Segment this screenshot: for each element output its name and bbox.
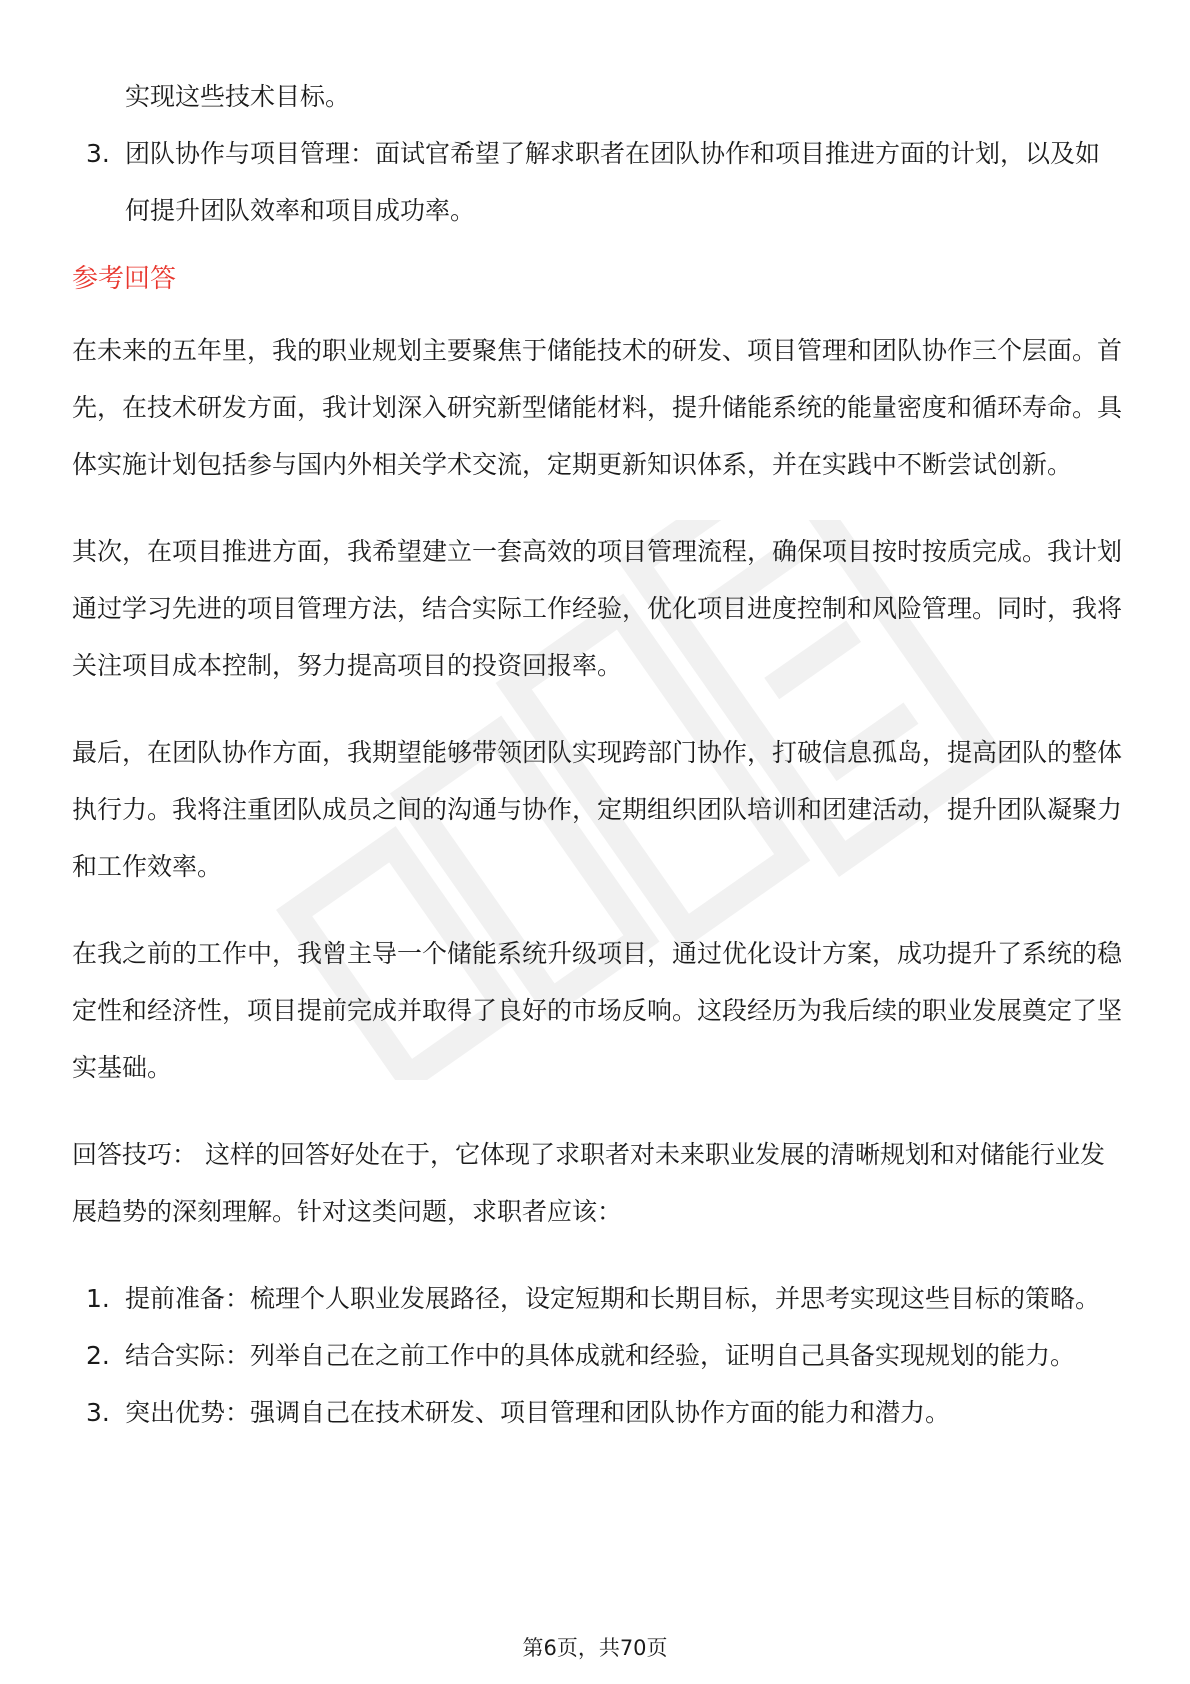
page-footer: 第6页，共70页 [522,1636,668,1660]
continued-line: 实现这些技术目标。 [125,82,351,111]
list-number: 3. [86,139,110,168]
section-title: 参考回答 [72,264,177,294]
paragraph: 在未来的五年里，我的职业规划主要聚焦于储能技术的研发、项目管理和团队协作三个层面。首先，在技术研发方面，我计划深入研究新型储能材料，提升储能系统的能量密度和循环寿命。具体实施计划包括参与国内外相关学术交流，定期更新知识体系，并在实践中不断尝试创新。 [72,336,1123,479]
list-item-text: 突出优势：强调自己在技术研发、项目管理和团队协作方面的能力和潜力。 [125,1398,951,1427]
answer-tips-intro: 回答技巧： 这样的回答好处在于，它体现了求职者对未来职业发展的清晰规划和对储能行业发展趋势的深刻理解。针对这类问题，求职者应该： [72,1140,1105,1226]
list-item-text: 提前准备：梳理个人职业发展路径，设定短期和长期目标，并思考实现这些目标的策略。 [125,1284,1101,1313]
list-number: 1. [86,1284,110,1313]
list-item [72,1270,1122,1327]
list-item-text: 团队协作与项目管理：面试官希望了解求职者在团队协作和项目推进方面的计划，以及如何提升团队效率和项目成功率。 [125,139,1101,225]
paragraph: 最后，在团队协作方面，我期望能够带领团队实现跨部门协作，打破信息孤岛，提高团队的整体执行力。我将注重团队成员之间的沟通与协作，定期组织团队培训和团建活动，提升团队凝聚力和工作效率。 [72,738,1123,881]
paragraph: 其次，在项目推进方面，我希望建立一套高效的项目管理流程，确保项目按时按质完成。我计划通过学习先进的项目管理方法，结合实际工作经验，优化项目进度控制和风险管理。同时，我将关注项目成本控制，努力提高项目的投资回报率。 [72,537,1123,680]
list-item [72,1384,1122,1441]
tips-list [72,1270,1122,1441]
list-item [72,1327,1122,1384]
list-number: 3. [86,1398,110,1427]
document-content [72,68,1122,1441]
list-number: 2. [86,1341,110,1370]
list-item [72,125,1122,239]
paragraph: 在我之前的工作中，我曾主导一个储能系统升级项目，通过优化设计方案，成功提升了系统的稳定性和经济性，项目提前完成并取得了良好的市场反响。这段经历为我后续的职业发展奠定了坚实基础。 [72,939,1123,1082]
questions-list [72,125,1122,239]
list-item-text: 结合实际：列举自己在之前工作中的具体成就和经验，证明自己具备实现规划的能力。 [125,1341,1076,1370]
